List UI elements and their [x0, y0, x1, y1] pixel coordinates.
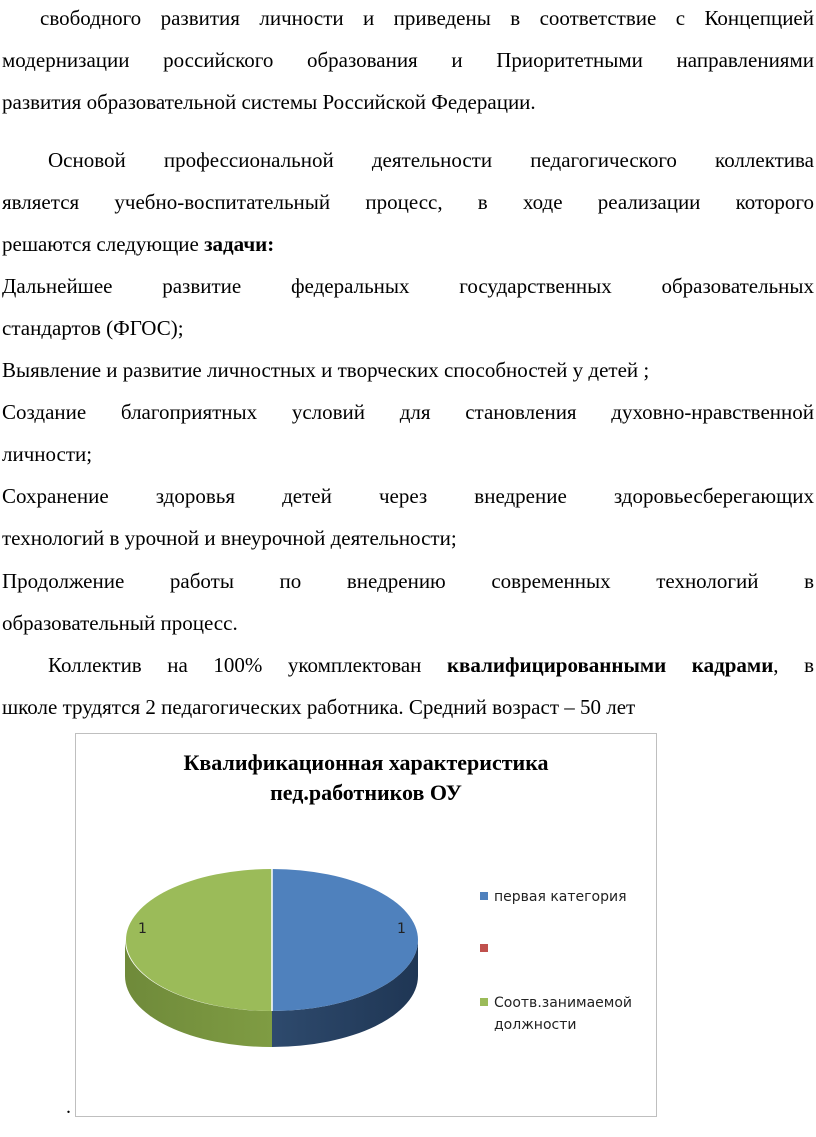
task-3-line-2: личности;	[2, 442, 93, 466]
paragraph-1-line-3: развития образовательной системы Российской Федерации.	[2, 90, 536, 114]
paragraph-3-suffix: , в	[773, 653, 814, 677]
legend-label-line-1: Соотв.занимаемой	[494, 995, 633, 1011]
task-5-line-1: Продолжение работы по внедрению современных технологий в	[2, 569, 814, 593]
task-5-line-2: образовательный процесс.	[2, 611, 238, 635]
task-2: Выявление и развитие личностных и творческих способностей у детей ;	[2, 358, 650, 382]
legend-swatch-blue	[480, 892, 488, 900]
chart-title-line-1: Квалификационная характеристика	[183, 750, 549, 775]
task-1-line-1: Дальнейшее развитие федеральных государственных образовательных	[2, 274, 814, 298]
task-1-line-2: стандартов (ФГОС);	[2, 316, 184, 340]
qualified-staff-emphasis: квалифицированными кадрами	[446, 653, 774, 677]
legend-label-first-category: первая категория	[494, 889, 627, 905]
footer-dot: .	[66, 1096, 71, 1118]
chart-title-line-2: пед.работников ОУ	[270, 780, 462, 805]
legend-swatch-red	[480, 944, 488, 952]
task-4-line-1: Сохранение здоровья детей через внедрение здоровьесберегающих	[2, 484, 814, 508]
data-label-green: 1	[138, 921, 147, 937]
pie-svg	[76, 734, 656, 1116]
paragraph-2-line-1: Основой профессиональной деятельности педагогического коллектива	[48, 148, 814, 172]
paragraph-3-line-1	[48, 650, 814, 680]
paragraph-1-line-2: модернизации российского образования и Приоритетными направлениями	[2, 48, 814, 72]
legend-label-position-match	[494, 992, 654, 1036]
paragraph-2-line-2: является учебно-воспитательный процесс, в ходе реализации которого	[2, 190, 814, 214]
tasks-heading: задачи:	[204, 232, 275, 256]
task-3-line-1: Создание благоприятных условий для становления духовно-нравственной	[2, 400, 814, 424]
paragraph-2-line-3-text: решаются следующие	[2, 232, 205, 256]
legend-label-line-2: должности	[494, 1017, 577, 1033]
data-label-blue: 1	[397, 921, 406, 937]
paragraph-3-text: Коллектив на 100% укомплектован	[48, 653, 447, 677]
task-4-line-2: технологий в урочной и внеурочной деятельности;	[2, 526, 457, 550]
legend-swatch-green	[480, 998, 488, 1006]
paragraph-2-line-3	[2, 229, 814, 259]
qualification-pie-chart	[75, 733, 657, 1117]
paragraph-3-line-2: школе трудятся 2 педагогических работника. Средний возраст – 50 лет	[2, 695, 636, 719]
paragraph-1-line-1: свободного развития личности и приведены в соответствие с Концепцией	[40, 6, 814, 30]
